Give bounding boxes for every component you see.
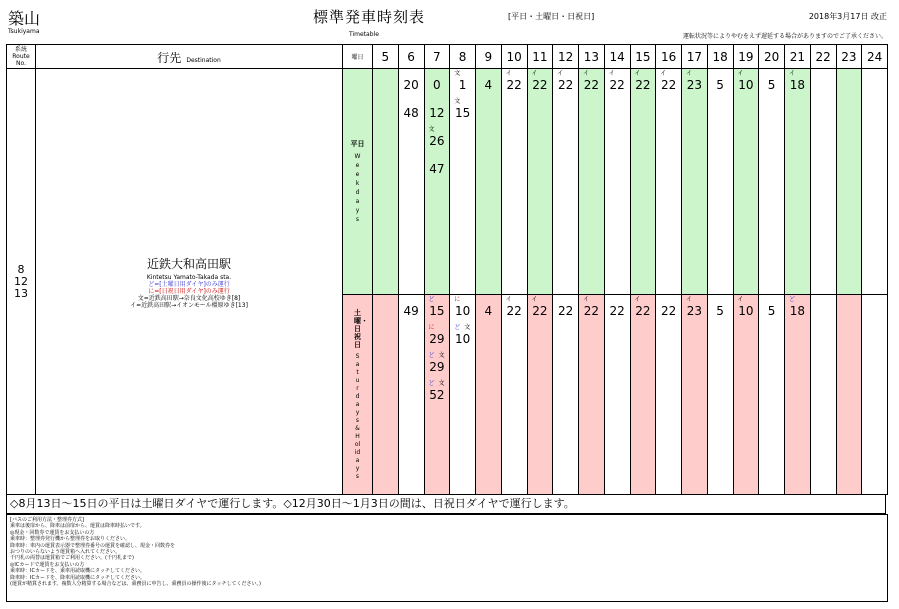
hour-header-20: 20 xyxy=(759,45,785,69)
route-mark: イ xyxy=(634,296,641,303)
departure-minute: 29 xyxy=(429,360,445,374)
hour-header-24: 24 xyxy=(862,45,888,69)
weekday-hour-cell-15 xyxy=(630,69,656,295)
departure-minute: 5 xyxy=(767,78,776,92)
stop-name: 築山 xyxy=(8,9,41,28)
route-mark: イ xyxy=(505,296,512,303)
weekend-hour-cell-18 xyxy=(707,295,733,495)
weekend-label-en: Saturdays & Holidays xyxy=(354,352,361,480)
departure-minute: 4 xyxy=(484,78,493,92)
note-saturday-only: ど=[土曜日用ダイヤ]のみ運行 xyxy=(148,280,230,288)
departure-minute: 49 xyxy=(403,304,419,318)
departure-minute: 18 xyxy=(789,78,806,92)
weekday-row xyxy=(7,69,888,295)
weekend-hour-cell-24 xyxy=(862,295,888,495)
weekend-label-jp: 土曜・日祝日 xyxy=(354,308,368,349)
weekday-hour-cell-17 xyxy=(682,69,708,295)
departure-minute: 22 xyxy=(532,304,548,318)
hour-header-9: 9 xyxy=(476,45,502,69)
usage-info-line: 千円札の両替は運賃箱でご利用ください。(千円札まで) xyxy=(10,555,134,562)
weekday-hour-cell-23 xyxy=(836,69,862,295)
stop-roman-name: Tsukiyama xyxy=(8,28,40,35)
departure-entry xyxy=(656,69,681,97)
weekday-hour-cell-6 xyxy=(398,69,424,295)
departure-entry xyxy=(399,97,424,125)
weekday-hour-cell-16 xyxy=(656,69,682,295)
departure-entry xyxy=(656,295,681,323)
delay-note: 運転状況等によりやむをえず遅延する場合がありますのでご了承ください。 xyxy=(682,33,887,40)
departure-minute: 10 xyxy=(738,78,754,92)
departure-minute: 10 xyxy=(454,304,471,318)
departure-entry xyxy=(553,295,578,323)
weekend-hour-cell-17 xyxy=(682,295,708,495)
hour-header-13: 13 xyxy=(579,45,605,69)
weekend-hour-cell-5 xyxy=(373,295,399,495)
weekday-hour-cell-9 xyxy=(476,69,502,295)
departure-entry xyxy=(631,295,656,323)
note-aeon-bound: イ=近鉄高田駅→イオンモール橿原ゆき[13] xyxy=(130,301,248,309)
departure-entry xyxy=(682,295,707,323)
departure-entry xyxy=(579,295,604,323)
route-mark: ど xyxy=(454,324,461,331)
departure-minute: 48 xyxy=(403,106,419,120)
departure-minute: 4 xyxy=(484,304,493,318)
hour-header-17: 17 xyxy=(682,45,708,69)
usage-info-line: [バスのご利用方法・整理券方式] xyxy=(10,517,84,523)
weekend-hour-cell-14 xyxy=(604,295,630,495)
hour-header-22: 22 xyxy=(810,45,836,69)
weekend-hour-cell-9 xyxy=(476,295,502,495)
route-mark: ど xyxy=(428,296,435,303)
route-mark: イ xyxy=(737,70,744,77)
weekday-hour-cell-10 xyxy=(501,69,527,295)
weekend-hour-cell-10 xyxy=(501,295,527,495)
departure-minute: 15 xyxy=(429,304,445,318)
departure-minute: 26 xyxy=(429,134,445,148)
weekday-hour-cell-5 xyxy=(373,69,399,295)
departure-entry xyxy=(425,323,450,351)
weekday-label-jp: 平日 xyxy=(350,139,365,148)
weekday-hour-cell-7 xyxy=(424,69,450,295)
departure-minute: 22 xyxy=(609,304,625,318)
hour-header-7: 7 xyxy=(424,45,450,69)
route-mark: イ xyxy=(686,70,693,77)
departure-minute: 22 xyxy=(506,78,522,92)
weekday-hour-cell-19 xyxy=(733,69,759,295)
hour-header-14: 14 xyxy=(604,45,630,69)
route-mark: イ xyxy=(531,296,538,303)
route-numbers-cell xyxy=(7,69,36,495)
departure-entry xyxy=(399,69,424,97)
hour-header-19: 19 xyxy=(733,45,759,69)
departure-minute: 5 xyxy=(716,78,724,92)
route-number: 13 xyxy=(14,286,28,300)
departure-entry xyxy=(476,295,501,323)
hour-header-21: 21 xyxy=(785,45,811,69)
page-title: 標準発車時刻表 xyxy=(313,8,426,26)
departure-minute: 23 xyxy=(686,78,703,92)
weekday-label-en: Weekdays xyxy=(354,152,361,223)
weekend-hour-cell-20 xyxy=(759,295,785,495)
departure-minute: 22 xyxy=(660,304,677,318)
departure-minute: 22 xyxy=(660,78,677,92)
route-mark: 文 xyxy=(454,98,461,105)
departure-entry xyxy=(425,153,450,181)
departure-minute: 23 xyxy=(686,304,703,318)
weekend-hour-cell-22 xyxy=(810,295,836,495)
usage-info-line: ◎現金・回数券で運賃をお支払いの方 xyxy=(10,529,95,536)
route-mark: ど xyxy=(428,380,435,387)
departure-entry xyxy=(528,295,553,323)
weekend-hour-cell-12 xyxy=(553,295,579,495)
weekend-hour-cell-13 xyxy=(579,295,605,495)
departure-entry xyxy=(502,69,527,97)
route-mark: 文 xyxy=(428,126,435,133)
departure-minute: 0 xyxy=(433,78,441,92)
departure-entry xyxy=(425,97,450,125)
weekend-hour-cell-7 xyxy=(424,295,450,495)
departure-entry xyxy=(502,295,527,323)
departure-minute: 22 xyxy=(532,78,548,92)
usage-info-box xyxy=(6,514,888,602)
departure-entry xyxy=(631,69,656,97)
departure-minute: 15 xyxy=(454,106,471,120)
usage-info-line: 乗車時：整理券発行機から整理券をお取りください。 xyxy=(10,536,131,543)
departure-entry xyxy=(528,69,553,97)
route-mark: イ xyxy=(557,70,564,77)
departure-entry xyxy=(759,69,784,97)
destination-name-en: Kintetsu Yamato-Takada sta. xyxy=(146,273,232,281)
destination-label-jp: 行先 xyxy=(157,51,182,65)
departure-entry xyxy=(785,295,810,323)
weekday-hour-cell-8 xyxy=(450,69,476,295)
departure-minute: 22 xyxy=(506,304,522,318)
departure-entry xyxy=(425,69,450,97)
departure-minute: 10 xyxy=(738,304,754,318)
departure-entry xyxy=(734,69,759,97)
departure-entry xyxy=(605,69,630,97)
departure-minute: 5 xyxy=(716,304,724,318)
departure-entry xyxy=(579,69,604,97)
destination-column-header xyxy=(36,45,343,69)
timetable-grid xyxy=(6,44,888,495)
route-mark: イ xyxy=(583,296,590,303)
weekend-hour-cell-15 xyxy=(630,295,656,495)
departure-entry xyxy=(785,69,810,97)
route-label-en: Route No. xyxy=(12,53,30,67)
weekend-hour-cell-19 xyxy=(733,295,759,495)
departure-entry xyxy=(425,351,450,379)
note-holiday-only: に=[日祝日用ダイヤ]のみ運行 xyxy=(148,287,230,295)
destination-label-en: Destination xyxy=(186,57,221,64)
hour-header-15: 15 xyxy=(630,45,656,69)
departure-minute: 5 xyxy=(767,304,776,318)
weekend-hour-cell-21 xyxy=(785,295,811,495)
weekday-hour-cell-13 xyxy=(579,69,605,295)
hour-header-12: 12 xyxy=(553,45,579,69)
route-mark: イ xyxy=(634,70,641,77)
route-label-jp: 系統 xyxy=(14,46,27,53)
weekday-hour-cell-20 xyxy=(759,69,785,295)
departure-entry xyxy=(708,295,733,323)
departure-minute: 22 xyxy=(557,78,574,92)
usage-info-line: 乗車は後扉から、降車は前扉から、運賃は降車時払いです。 xyxy=(10,523,145,530)
departure-entry xyxy=(759,295,784,323)
weekend-hour-cell-11 xyxy=(527,295,553,495)
hour-header-10: 10 xyxy=(501,45,527,69)
departure-entry xyxy=(425,125,450,153)
route-mark: イ xyxy=(583,70,590,77)
departure-entry xyxy=(605,295,630,323)
route-mark: 文 xyxy=(438,352,445,359)
route-mark: 文 xyxy=(438,380,445,387)
operation-notice: ◇8月13日～15日の平日は土曜日ダイヤで運行します。◇12月30日～1月3日の間は、日祝日ダイヤで運行します。 xyxy=(6,494,886,514)
destination-name-jp: 近鉄大和高田駅 xyxy=(146,256,231,271)
departure-entry xyxy=(425,295,450,323)
route-mark: イ xyxy=(608,70,615,77)
weekday-hour-cell-21 xyxy=(785,69,811,295)
note-bunka-bound: 文=近鉄高田駅→奈良文化高校ゆき[8] xyxy=(137,294,241,302)
hour-header-5: 5 xyxy=(373,45,399,69)
departure-minute: 29 xyxy=(429,332,445,346)
revision-date: 2018年3月17日 改正 xyxy=(808,12,887,21)
hour-header-6: 6 xyxy=(398,45,424,69)
departure-minute: 22 xyxy=(609,78,625,92)
departure-entry xyxy=(450,295,475,323)
route-mark: 文 xyxy=(464,324,471,331)
departure-minute: 22 xyxy=(635,78,651,92)
weekday-hour-cell-22 xyxy=(810,69,836,295)
usage-info-line: 降車時：ICカードを、降車用読取機にタッチしてください。 xyxy=(10,574,145,581)
departure-entry xyxy=(476,69,501,97)
departure-entry xyxy=(399,295,424,323)
departure-minute: 18 xyxy=(789,304,806,318)
departure-minute: 22 xyxy=(583,78,600,92)
departure-minute: 1 xyxy=(458,78,467,92)
usage-info-line: (運賃が精算されます。複数人分精算する場合などは、乗務員に申告し、乗務員の操作後にタッチしてください。) xyxy=(10,581,262,588)
hour-header-16: 16 xyxy=(656,45,682,69)
weekday-label-cell xyxy=(343,69,373,295)
route-mark: イ xyxy=(505,70,512,77)
hour-header-11: 11 xyxy=(527,45,553,69)
route-mark: イ xyxy=(660,70,667,77)
hour-header-8: 8 xyxy=(450,45,476,69)
weekend-label-cell xyxy=(343,295,373,495)
route-column-header xyxy=(7,45,36,69)
weekend-hour-cell-23 xyxy=(836,295,862,495)
service-days-label: [平日・土曜日・日祝日] xyxy=(508,12,595,21)
departure-entry xyxy=(734,295,759,323)
usage-info-line: 降車時：車内の運賃表示器で整理券番号の運賃を確認し、現金・回数券を xyxy=(10,542,176,549)
departure-entry xyxy=(450,323,475,351)
route-number: 8 xyxy=(17,262,25,276)
departure-minute: 22 xyxy=(635,304,651,318)
departure-entry xyxy=(425,379,450,407)
route-mark: ど xyxy=(789,296,796,303)
departure-entry xyxy=(708,69,733,97)
route-mark: に xyxy=(428,324,435,331)
usage-info-line: ◎ICカードで運賃をお支払いの方 xyxy=(10,561,85,568)
route-mark: イ xyxy=(531,70,538,77)
usage-info-line: 乗車時：ICカードを、乗車用読取機にタッチしてください。 xyxy=(10,568,145,575)
weekday-hour-cell-18 xyxy=(707,69,733,295)
weekend-hour-cell-8 xyxy=(450,295,476,495)
route-mark: に xyxy=(454,296,461,303)
route-mark: イ xyxy=(789,70,796,77)
route-number: 12 xyxy=(14,274,28,288)
departure-entry xyxy=(450,69,475,97)
route-mark: イ xyxy=(686,296,693,303)
departure-entry xyxy=(553,69,578,97)
weekend-hour-cell-6 xyxy=(398,295,424,495)
usage-info-line: おつりのいらないよう運賃箱へ入れてください。 xyxy=(10,549,120,556)
departure-entry xyxy=(682,69,707,97)
departure-minute: 12 xyxy=(429,106,445,120)
departure-minute: 20 xyxy=(403,78,419,92)
route-mark: イ xyxy=(737,296,744,303)
page-subtitle-en: Timetable xyxy=(349,31,379,38)
route-mark: ど xyxy=(428,352,435,359)
departure-minute: 47 xyxy=(429,162,445,176)
hour-header-23: 23 xyxy=(836,45,862,69)
weekday-hour-cell-12 xyxy=(553,69,579,295)
departure-minute: 52 xyxy=(429,388,445,402)
header-row xyxy=(7,45,888,69)
weekday-hour-cell-11 xyxy=(527,69,553,295)
departure-minute: 22 xyxy=(583,304,600,318)
hour-header-18: 18 xyxy=(707,45,733,69)
weekend-hour-cell-16 xyxy=(656,295,682,495)
departure-minute: 10 xyxy=(454,332,471,346)
departure-minute: 22 xyxy=(557,304,574,318)
weekday-hour-cell-24 xyxy=(862,69,888,295)
destination-cell xyxy=(36,69,343,495)
route-mark: 文 xyxy=(454,70,461,77)
weekday-hour-cell-14 xyxy=(604,69,630,295)
day-column-header: 曜日 xyxy=(343,45,373,69)
departure-entry xyxy=(450,97,475,125)
